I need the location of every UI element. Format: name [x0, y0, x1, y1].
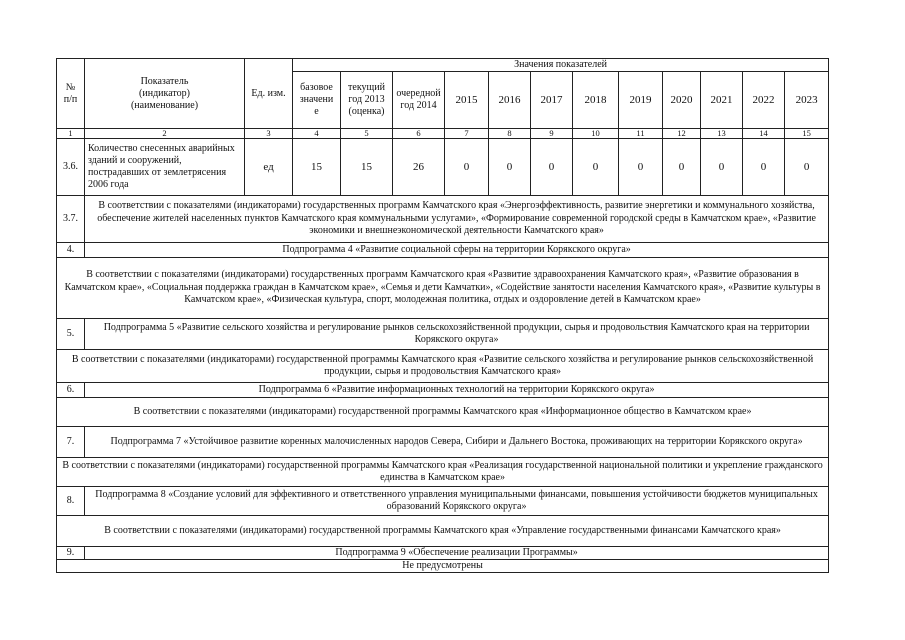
value-cell: 0: [489, 139, 531, 196]
header-year: 2019: [619, 72, 663, 129]
value-cell: 0: [663, 139, 701, 196]
reference-row-4: [57, 258, 829, 319]
header-values-group: Значения показателей: [293, 59, 829, 72]
indicators-table-page: [56, 58, 828, 573]
reference-row-9: [57, 560, 829, 573]
column-number: 14: [743, 129, 785, 139]
header-year: 2022: [743, 72, 785, 129]
unit-cell: ед: [245, 139, 293, 196]
column-number: 6: [393, 129, 445, 139]
indicator-name: Количество снесенных аварийных зданий и сооружений, пострадавших от землетрясения 2006 года: [85, 139, 245, 196]
header-year: 2015: [445, 72, 489, 129]
subprogram-row-5: [57, 319, 829, 350]
reference-row-8: [57, 516, 829, 547]
subprogram-row-7: [57, 427, 829, 458]
value-cell: 26: [393, 139, 445, 196]
header-row-group: [57, 59, 829, 72]
header-year: 2017: [531, 72, 573, 129]
subprogram-title: Подпрограмма 5 «Развитие сельского хозяйства и регулирование рынков сельскохозяйственной продукции, сырья и продовольствия Камчатского края на территории Корякского округа»: [85, 319, 829, 350]
subprogram-title: Подпрограмма 7 «Устойчивое развитие коренных малочисленных народов Севера, Сибири и Дальнего Востока, проживающих на территории Корякского округа»: [85, 427, 829, 458]
value-cell: 15: [293, 139, 341, 196]
subprogram-title: Подпрограмма 8 «Создание условий для эффективного и ответственного управления муниципальными финансами, повышения устойчивости бюджетов муниципальных образований Корякского округа»: [85, 487, 829, 516]
subprogram-title: Подпрограмма 4 «Развитие социальной сферы на территории Корякского округа»: [85, 243, 829, 258]
value-cell: 0: [531, 139, 573, 196]
row-number: 9.: [57, 547, 85, 560]
header-year: 2021: [701, 72, 743, 129]
header-year: 2023: [785, 72, 829, 129]
reference-text: В соответствии с показателями (индикаторами) государственной программы Камчатского края «Реализация государственной национальной политики и укрепление гражданского единства в Камчатском крае»: [57, 458, 829, 487]
header-col-current: текущий год 2013 (оценка): [341, 72, 393, 129]
indicators-table: [56, 58, 829, 573]
subprogram-title: Подпрограмма 9 «Обеспечение реализации Программы»: [85, 547, 829, 560]
reference-row-7: [57, 458, 829, 487]
row-number: 6.: [57, 383, 85, 398]
column-number: 7: [445, 129, 489, 139]
row-number: 7.: [57, 427, 85, 458]
column-number: 4: [293, 129, 341, 139]
column-number: 5: [341, 129, 393, 139]
table-row-3-7: [57, 196, 829, 243]
reference-text: В соответствии с показателями (индикаторами) государственных программ Камчатского края «Энергоэффективность, развитие энергетики и коммунального хозяйства, обеспечение жителей населенных пунктов Камчатского края коммунальными услугами», «Формирование современной городской среды в Камчатском крае», «Развитие экономики и внешнеэкономической деятельности Камчатского края»: [85, 196, 829, 243]
header-col-indicator: Показатель (индикатор) (наименование): [85, 59, 245, 129]
column-number: 2: [85, 129, 245, 139]
reference-row-6: [57, 398, 829, 427]
subprogram-title: Подпрограмма 6 «Развитие информационных технологий на территории Корякского округа»: [85, 383, 829, 398]
column-number: 9: [531, 129, 573, 139]
header-col-next: очередной год 2014: [393, 72, 445, 129]
row-number: 3.7.: [57, 196, 85, 243]
row-number: 5.: [57, 319, 85, 350]
reference-row-5: [57, 350, 829, 383]
subprogram-row-4: [57, 243, 829, 258]
column-number: 15: [785, 129, 829, 139]
subprogram-row-6: [57, 383, 829, 398]
column-number: 12: [663, 129, 701, 139]
value-cell: 0: [619, 139, 663, 196]
column-number: 1: [57, 129, 85, 139]
reference-text: В соответствии с показателями (индикаторами) государственной программы Камчатского края «Развитие сельского хозяйства и регулирование рынков сельскохозяйственной продукции, сырья и продовольствия Камчатского края»: [57, 350, 829, 383]
header-year: 2020: [663, 72, 701, 129]
reference-text: В соответствии с показателями (индикаторами) государственных программ Камчатского края «Развитие здравоохранения Камчатского края», «Развитие образования в Камчатском крае», «Социальная поддержка граждан в Камчатском крае», «Семья и дети Камчатки», «Содействие занятости населения Камчатского края», «Развитие культуры в Камчатском крае», «Физическая культура, спорт, молодежная политика, отдых и оздоровление детей в Камчатском крае»: [57, 258, 829, 319]
column-number-row: [57, 129, 829, 139]
table-row-3-6: [57, 139, 829, 196]
column-number: 3: [245, 129, 293, 139]
reference-text: В соответствии с показателями (индикаторами) государственной программы Камчатского края «Информационное общество в Камчатском крае»: [57, 398, 829, 427]
column-number: 13: [701, 129, 743, 139]
value-cell: 0: [573, 139, 619, 196]
column-number: 8: [489, 129, 531, 139]
reference-text: Не предусмотрены: [57, 560, 829, 573]
value-cell: 0: [743, 139, 785, 196]
header-col-base: базовое значени е: [293, 72, 341, 129]
header-col-no: № п/п: [57, 59, 85, 129]
reference-text: В соответствии с показателями (индикаторами) государственной программы Камчатского края «Управление государственными финансами Камчатского края»: [57, 516, 829, 547]
value-cell: 15: [341, 139, 393, 196]
value-cell: 0: [701, 139, 743, 196]
column-number: 11: [619, 129, 663, 139]
value-cell: 0: [445, 139, 489, 196]
row-number: 3.6.: [57, 139, 85, 196]
row-number: 8.: [57, 487, 85, 516]
value-cell: 0: [785, 139, 829, 196]
column-number: 10: [573, 129, 619, 139]
header-year: 2018: [573, 72, 619, 129]
header-year: 2016: [489, 72, 531, 129]
subprogram-row-8: [57, 487, 829, 516]
subprogram-row-9: [57, 547, 829, 560]
header-col-unit: Ед. изм.: [245, 59, 293, 129]
row-number: 4.: [57, 243, 85, 258]
